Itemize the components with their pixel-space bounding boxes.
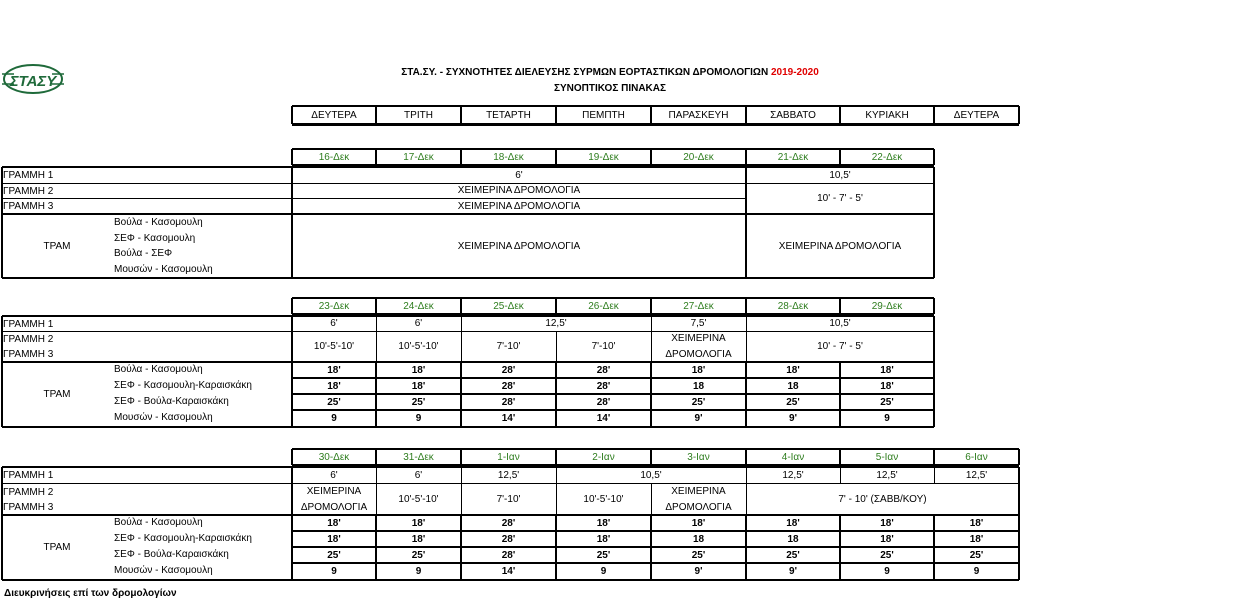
tram-value: 18' (411, 517, 426, 529)
tram-value: 25' (411, 549, 426, 561)
line1-value: 10,5' (640, 469, 662, 481)
tram-route-label: Βούλα - ΣΕΦ (114, 248, 173, 259)
date-cell: 18-Δεκ (493, 151, 524, 163)
line1-value: 12,5' (782, 469, 804, 481)
tram-value: 9 (884, 566, 890, 577)
day-header-cell: ΣΑΒΒΑΤΟ (770, 109, 816, 121)
tram-value: 9 (415, 566, 422, 577)
tram-value: 25' (880, 549, 894, 561)
tram-value: 18' (880, 380, 894, 392)
tram-value: 25' (691, 549, 706, 561)
tram-value: 18' (411, 533, 426, 545)
tram-value: 18' (786, 517, 800, 529)
tram-value: 18' (327, 533, 341, 545)
tram-value: 28' (596, 396, 611, 408)
logo-text: ΣΤΑΣΥ (9, 73, 57, 90)
line23-value: 7'-10' (496, 341, 521, 352)
date-cell: 24-Δεκ (403, 300, 434, 312)
date-cell: 3-Ιαν (687, 451, 710, 463)
line1-value: 10,5' (829, 318, 851, 329)
line23-value: 7' - 10' (ΣΑΒΒ/ΚΟΥ) (838, 493, 927, 505)
row-label-line2: ΓΡΑΜΜΗ 2 (3, 334, 54, 345)
tram-value: 14' (501, 413, 516, 424)
tram-value: 9' (789, 566, 797, 577)
date-cell: 4-Ιαν (781, 451, 805, 463)
line1-value: 12,5' (545, 318, 567, 329)
tram-value: 18' (969, 533, 984, 545)
tram-value: 14' (596, 413, 611, 424)
row-label-line3: ΓΡΑΜΜΗ 3 (3, 201, 54, 212)
row-label-line3: ΓΡΑΜΜΗ 3 (3, 349, 54, 360)
line23-value: 7'-10' (496, 493, 521, 505)
line1-value: 12,5' (965, 469, 988, 481)
tram-value: 28' (501, 533, 516, 545)
tram-value: 18 (692, 533, 705, 545)
tram-value: 18 (787, 380, 799, 392)
tram-value: 14' (501, 566, 516, 577)
row-label-line3: ΓΡΑΜΜΗ 3 (3, 502, 54, 513)
row-label-tram: ΤΡΑΜ (43, 542, 71, 553)
row-label-line1: ΓΡΑΜΜΗ 1 (3, 319, 54, 330)
line1-weekend-value: 10,5' (829, 169, 851, 181)
tram-value: 18' (327, 364, 341, 376)
tram-value: 25' (786, 549, 800, 561)
tram-value: 28' (596, 364, 611, 376)
page-title: ΣΤΑ.ΣΥ. - ΣΥΧΝΟΤΗΤΕΣ ΔΙΕΛΕΥΣΗΣ ΣΥΡΜΩΝ ΕΟΡΤΑΣΤΙΚΩΝ ΔΡΟΜΟΛΟΓΙΩΝ 2019-2020 (401, 67, 819, 78)
line23-value: 10' - 7' - 5' (817, 341, 863, 352)
tram-route-label: ΣΕΦ - Κασομουλη (114, 232, 196, 244)
line1-value: 6' (330, 318, 338, 329)
tram-value: 25' (327, 396, 341, 408)
tram-value: 18' (596, 533, 611, 545)
date-cell: 25-Δεκ (493, 300, 524, 312)
line23-value: ΔΡΟΜΟΛΟΓΙΑ (665, 501, 732, 513)
row-label-line1: ΓΡΑΜΜΗ 1 (3, 170, 54, 181)
tram-value: 18' (327, 380, 341, 392)
date-cell: 1-Ιαν (497, 451, 520, 463)
line23-value: ΧΕΙΜΕΡΙΝΑ (671, 485, 726, 497)
line23-weekend-value: 10' - 7' - 5' (817, 193, 863, 204)
date-cell: 20-Δεκ (683, 151, 714, 163)
tram-route-label: ΣΕΦ - Κασομουλη-Καραισκάκη (114, 533, 252, 544)
tram-value: 28' (501, 517, 516, 529)
tram-value: 25' (411, 396, 426, 408)
date-cell: 17-Δεκ (403, 151, 434, 163)
tram-value: 9 (331, 566, 337, 577)
tram-value: 9 (600, 566, 607, 577)
row-label-tram: ΤΡΑΜ (43, 240, 71, 252)
tram-value: 18' (411, 380, 426, 392)
tram-value: 18' (880, 364, 894, 376)
line23-value: ΔΡΟΜΟΛΟΓΙΑ (665, 348, 732, 360)
row-label-line1: ΓΡΑΜΜΗ 1 (3, 470, 54, 481)
line23-value: 10'-5'-10' (313, 341, 355, 352)
tram-value: 25' (691, 396, 706, 408)
tram-value: 9 (973, 566, 980, 577)
tram-value: 18 (787, 533, 799, 545)
line1-value: 12,5' (876, 469, 898, 481)
tram-route-label: Βούλα - Κασομουλη (114, 517, 203, 528)
day-header-cell: ΤΕΤΑΡΤΗ (486, 109, 531, 121)
date-cell: 16-Δεκ (318, 151, 350, 163)
line23-value: ΔΡΟΜΟΛΟΓΙΑ (300, 501, 368, 513)
tram-route-label: Μουσών - Κασομουλη (114, 263, 213, 275)
date-cell: 27-Δεκ (683, 300, 714, 312)
tram-value: 18 (692, 380, 705, 392)
tram-route-label: ΣΕΦ - Κασομουλη-Καραισκάκη (114, 380, 252, 391)
tram-weekday-value: ΧΕΙΜΕΡΙΝΑ ΔΡΟΜΟΛΟΓΙΑ (457, 240, 581, 252)
line23-value: 10'-5'-10' (398, 341, 439, 352)
day-header-cell: ΚΥΡΙΑΚΗ (865, 109, 909, 121)
tram-route-label: Μουσών - Κασομουλη (114, 565, 213, 576)
day-header-cell: ΔΕΥΤΕΡΑ (311, 109, 357, 121)
tram-value: 9' (789, 413, 797, 424)
tram-value: 18' (691, 364, 706, 376)
tram-value: 25' (327, 549, 341, 561)
tram-value: 18' (880, 517, 894, 529)
date-cell: 22-Δεκ (871, 151, 903, 163)
tram-value: 9' (694, 566, 703, 577)
date-cell: 23-Δεκ (318, 300, 350, 312)
tram-route-label: ΣΕΦ - Βούλα-Καραισκάκη (114, 396, 229, 407)
tram-value: 18' (691, 517, 706, 529)
date-cell: 2-Ιαν (592, 451, 615, 463)
tram-value: 9 (415, 413, 422, 424)
tram-value: 25' (786, 396, 800, 408)
tram-value: 25' (596, 549, 611, 561)
line2-weekday-value: ΧΕΙΜΕΡΙΝΑ ΔΡΟΜΟΛΟΓΙΑ (457, 185, 581, 196)
tram-value: 18' (596, 517, 611, 529)
day-header-cell: ΔΕΥΤΕΡΑ (953, 109, 1000, 121)
tram-route-label: Βούλα - Κασομουλη (114, 217, 203, 228)
tram-value: 18' (880, 533, 894, 545)
line23-value: 7'-10' (591, 341, 616, 352)
date-cell: 6-Ιαν (965, 451, 988, 463)
tram-value: 28' (501, 549, 516, 561)
tram-value: 18' (411, 364, 426, 376)
day-header-cell: ΠΑΡΑΣΚΕΥΗ (668, 109, 729, 121)
row-label-tram: ΤΡΑΜ (43, 389, 71, 400)
line23-value: 10'-5'-10' (398, 493, 439, 505)
date-cell: 29-Δεκ (871, 300, 903, 312)
date-cell: 28-Δεκ (777, 300, 809, 312)
tram-weekend-value: ΧΕΙΜΕΡΙΝΑ ΔΡΟΜΟΛΟΓΙΑ (778, 240, 902, 252)
tram-value: 9 (884, 413, 890, 424)
line1-weekday-value: 6' (515, 169, 523, 181)
day-header-cell: ΠΕΜΠΤΗ (582, 109, 625, 121)
tram-value: 28' (501, 396, 516, 408)
date-cell: 21-Δεκ (777, 151, 809, 163)
date-cell: 30-Δεκ (318, 451, 350, 463)
date-cell: 19-Δεκ (588, 151, 619, 163)
tram-route-label: Βούλα - Κασομουλη (114, 364, 203, 375)
tram-value: 18' (786, 364, 800, 376)
line1-value: 6' (330, 469, 338, 481)
line1-value: 6' (414, 318, 423, 329)
line1-value: 12,5' (497, 469, 520, 481)
tram-value: 28' (596, 380, 611, 392)
date-cell: 26-Δεκ (588, 300, 619, 312)
row-label-line2: ΓΡΑΜΜΗ 2 (3, 186, 54, 197)
title-year: 2019-2020 (770, 67, 819, 78)
page-subtitle: ΣΥΝΟΠΤΙΚΟΣ ΠΙΝΑΚΑΣ (554, 83, 666, 94)
tram-value: 9 (331, 413, 337, 424)
day-header-cell: ΤΡΙΤΗ (404, 109, 433, 121)
tram-value: 18' (969, 517, 984, 529)
date-cell: 31-Δεκ (403, 451, 434, 463)
tram-value: 25' (880, 396, 894, 408)
footer-note: Διευκρινήσεις επί των δρομολογίων (4, 588, 177, 599)
row-label-line2: ΓΡΑΜΜΗ 2 (3, 487, 54, 498)
line23-value: ΧΕΙΜΕΡΙΝΑ (671, 333, 726, 344)
tram-value: 9' (694, 413, 703, 424)
tram-value: 28' (501, 364, 516, 376)
line23-value: ΧΕΙΜΕΡΙΝΑ (306, 485, 362, 497)
line1-value: 7,5' (690, 318, 707, 329)
line1-value: 6' (414, 469, 423, 481)
tram-value: 18' (327, 517, 341, 529)
line3-weekday-value: ΧΕΙΜΕΡΙΝΑ ΔΡΟΜΟΛΟΓΙΑ (457, 200, 581, 212)
line23-value: 10'-5'-10' (583, 493, 624, 505)
tram-value: 28' (501, 380, 516, 392)
date-cell: 5-Ιαν (875, 451, 899, 463)
stasy-logo (2, 62, 64, 96)
tram-route-label: Μουσών - Κασομουλη (114, 412, 213, 423)
tram-value: 25' (969, 549, 984, 561)
tram-route-label: ΣΕΦ - Βούλα-Καραισκάκη (114, 549, 229, 560)
